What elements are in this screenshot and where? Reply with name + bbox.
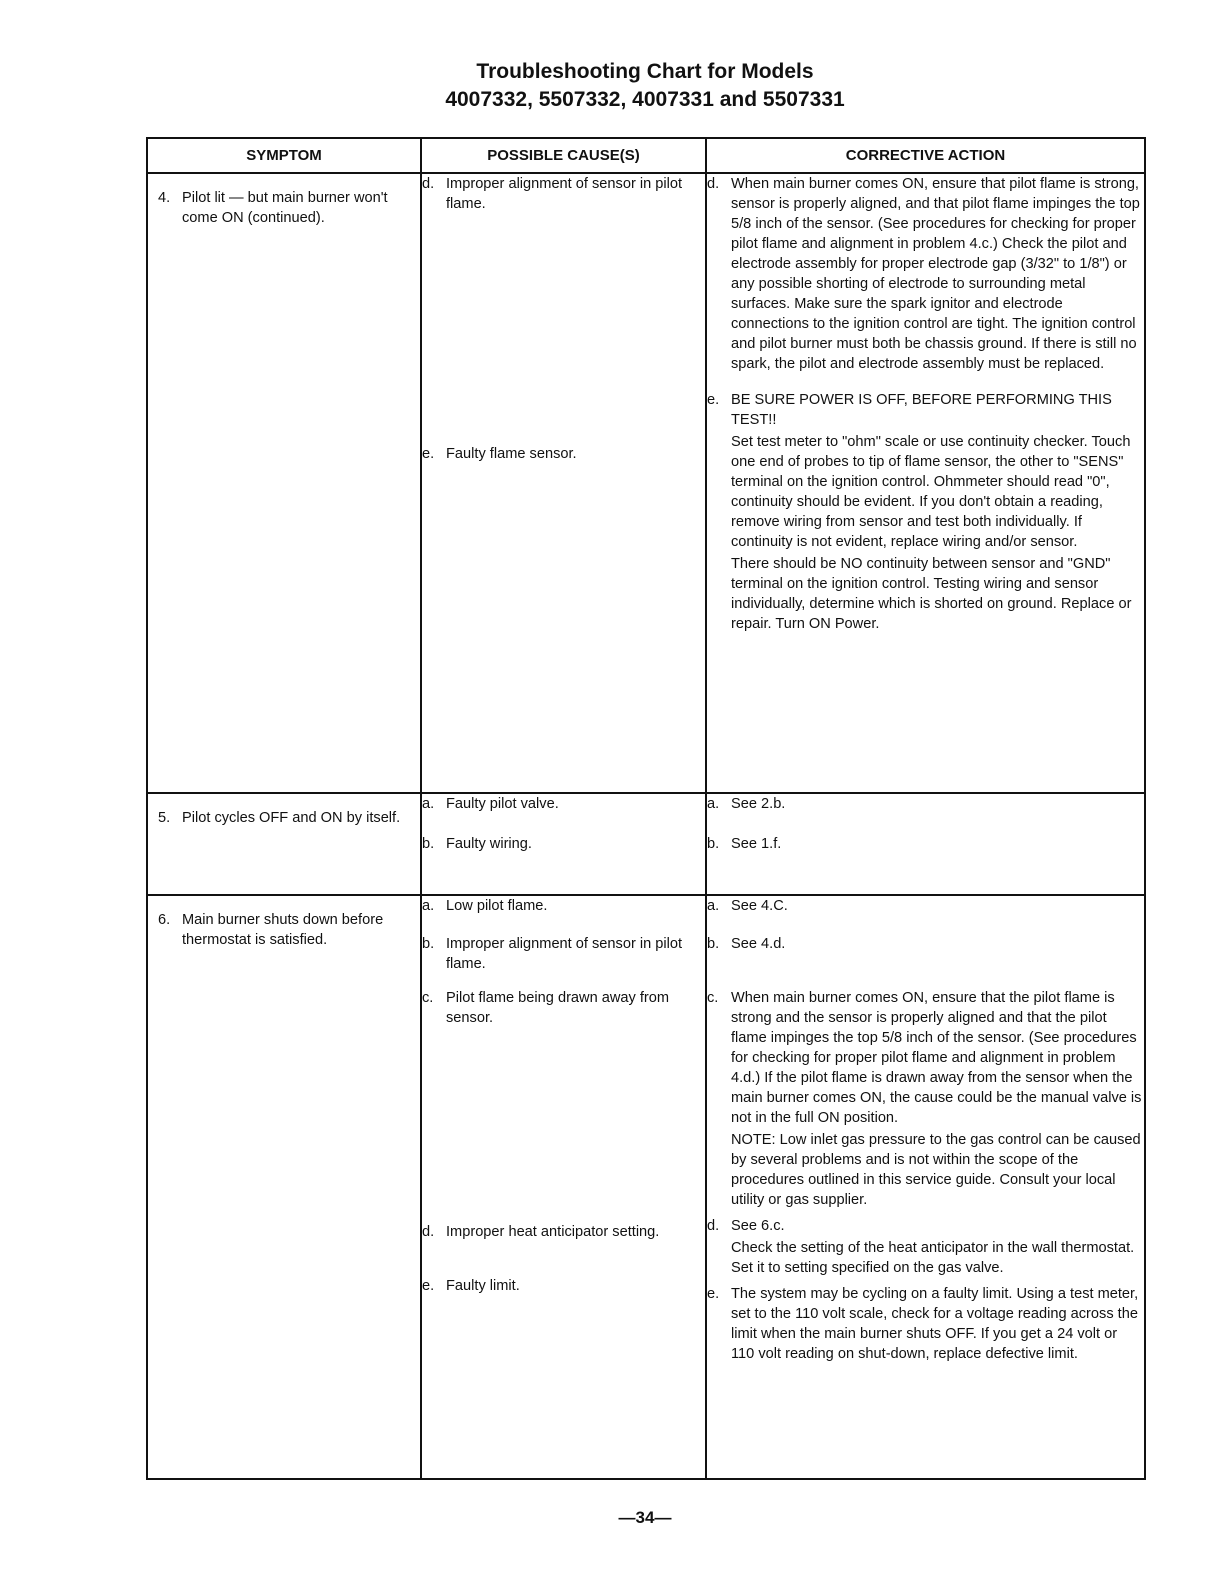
action-label: d. [707, 176, 720, 192]
symptom-text: Main burner shuts down before thermostat is satisfied. [182, 912, 384, 948]
action-text: See 1.f. [731, 836, 782, 852]
cause-text: Improper alignment of sensor in pilot flame. [446, 936, 683, 972]
symptom-cell [147, 895, 421, 1479]
cause-label: e. [422, 446, 435, 462]
cause-label: a. [422, 898, 435, 914]
causes-cell [421, 895, 706, 1479]
action-text: When main burner comes ON, ensure that the pilot flame is strong and the sensor is properly aligned and that the pilot flame impinges the top 5/8 inch of the sensor. (See procedures for checking for proper pilot flame and alignment in problem 4.d.) If the pilot flame is drawn away from the sensor when the main burner comes ON, the cause could be the manual valve is not in the full ON position. [731, 990, 1142, 1126]
cause-label: d. [422, 176, 435, 192]
header-symptom: SYMPTOM [147, 138, 421, 173]
causes-cell [421, 793, 706, 895]
cause-text: Improper heat anticipator setting. [446, 1224, 660, 1240]
cause-text: Faulty wiring. [446, 836, 532, 852]
cause-text: Improper alignment of sensor in pilot flame. [446, 176, 683, 212]
action-label: a. [707, 898, 720, 914]
action-label: e. [707, 1286, 720, 1302]
cause-label: d. [422, 1224, 435, 1240]
title-line-1: Troubleshooting Chart for Models [476, 60, 814, 83]
symptom-text: Pilot lit — but main burner won't come ON (continued). [182, 190, 388, 226]
table-row [147, 173, 1145, 793]
table-row [147, 895, 1145, 1479]
symptom-number: 6. [158, 912, 171, 928]
header-actions: CORRECTIVE ACTION [706, 138, 1145, 173]
action-text: See 2.b. [731, 796, 786, 812]
cause-text: Faulty limit. [446, 1278, 520, 1294]
cause-text: Faulty flame sensor. [446, 446, 577, 462]
action-text: See 4.d. [731, 936, 786, 952]
action-label: a. [707, 796, 720, 812]
action-text: When main burner comes ON, ensure that pilot flame is strong, sensor is properly aligned, and that pilot flame impinges the top 5/8 inch of the sensor. (See procedures for checking for proper pilot flame and alignment in problem 4.c.) Check the pilot and electrode assembly for proper electrode gap (3/32" to 1/8") or any possible shorting of electrode to surrounding metal surfaces. Make sure the spark ignitor and electrode connections to the ignition control are tight. The ignition control and pilot burner must both be chassis ground. If there is still no spark, the pilot and electrode assembly must be replaced. [731, 176, 1140, 372]
action-label: e. [707, 392, 720, 408]
action-text: The system may be cycling on a faulty limit. Using a test meter, set to the 110 volt scale, check for a voltage reading across the limit when the main burner shuts OFF. If you get a 24 volt or 110 volt reading on shut-down, replace defective limit. [731, 1286, 1139, 1362]
page-title [0, 58, 1210, 114]
header-row [147, 138, 1145, 173]
action-label: c. [707, 990, 719, 1006]
troubleshooting-table [146, 137, 1146, 1480]
action-label: b. [707, 836, 720, 852]
cause-label: c. [422, 990, 434, 1006]
action-note: NOTE: Low inlet gas pressure to the gas control can be caused by several problems and is not within the scope of the procedures outlined in this service guide. Consult your local utility or gas supplier. [731, 1132, 1141, 1208]
action-text: See 6.c. [731, 1218, 785, 1234]
action-warning: BE SURE POWER IS OFF, BEFORE PERFORMING THIS TEST!! [731, 392, 1112, 428]
cause-text: Low pilot flame. [446, 898, 548, 914]
symptom-cell [147, 793, 421, 895]
cause-label: a. [422, 796, 435, 812]
symptom-text: Pilot cycles OFF and ON by itself. [182, 810, 401, 826]
action-text: Set test meter to "ohm" scale or use continuity checker. Touch one end of probes to tip of flame sensor, the other to "SENS" terminal on the ignition control. Ohmmeter should read "0", continuity should be evident. If you don't obtain a reading, remove wiring from sensor and test both individually. If continuity is not evident, replace wiring and/or sensor. [731, 434, 1131, 550]
action-label: b. [707, 936, 720, 952]
actions-cell [706, 895, 1145, 1479]
cause-label: b. [422, 936, 435, 952]
title-line-2: 4007332, 5507332, 4007331 and 5507331 [445, 88, 845, 111]
action-text: Check the setting of the heat anticipator in the wall thermostat. Set it to setting specified on the gas valve. [731, 1240, 1135, 1276]
cause-text: Pilot flame being drawn away from sensor. [446, 990, 670, 1026]
symptom-number: 5. [158, 810, 171, 826]
cause-label: e. [422, 1278, 435, 1294]
header-causes: POSSIBLE CAUSE(S) [421, 138, 706, 173]
action-text: There should be NO continuity between sensor and "GND" terminal on the ignition control. Testing wiring and sensor individually, determine which is shorted on ground. Replace or repair. Turn ON Power. [731, 556, 1132, 632]
actions-cell [706, 173, 1145, 793]
symptom-cell [147, 173, 421, 793]
actions-cell [706, 793, 1145, 895]
action-text: See 4.C. [731, 898, 788, 914]
action-label: d. [707, 1218, 720, 1234]
cause-text: Faulty pilot valve. [446, 796, 559, 812]
cause-label: b. [422, 836, 435, 852]
causes-cell [421, 173, 706, 793]
page-number: —34— [618, 1508, 672, 1527]
symptom-number: 4. [158, 190, 171, 206]
table-row [147, 793, 1145, 895]
